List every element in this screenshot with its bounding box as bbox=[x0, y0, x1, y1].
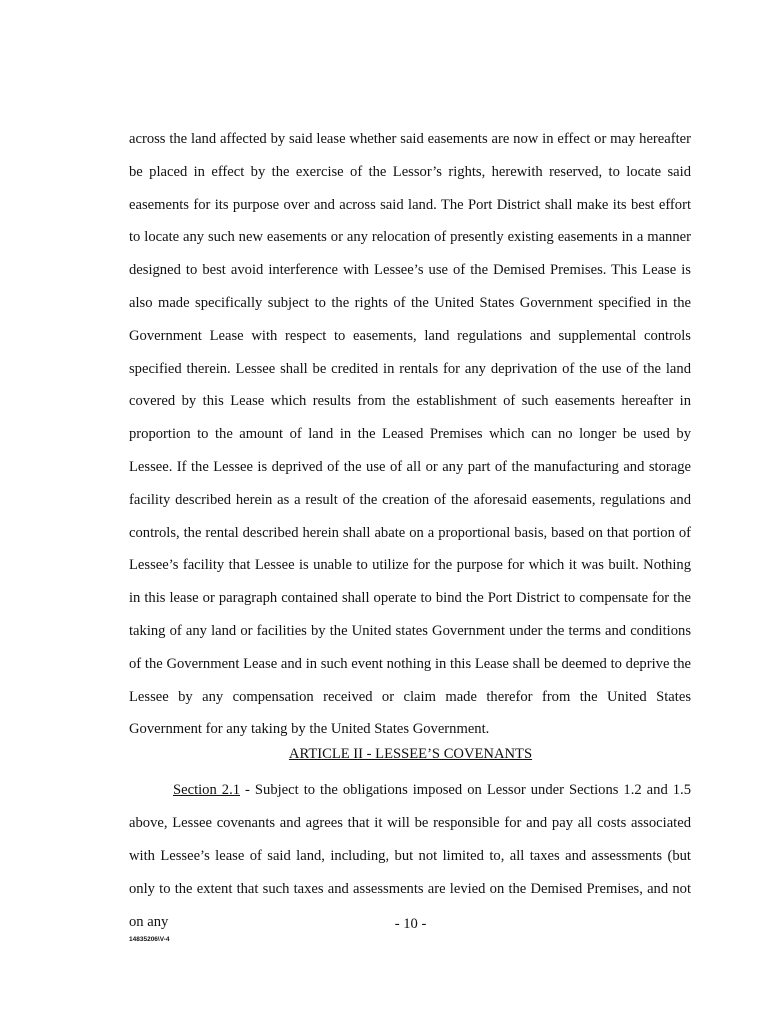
document-id: 14835206\V-4 bbox=[129, 936, 170, 943]
section-label: Section 2.1 bbox=[173, 782, 241, 798]
body-paragraph: across the land affected by said lease whether said easements are now in effect or may hereafter be placed in effect by the exercise of the Lessor’s rights, herewith reserved, to locate said easements for its purpose over and across said land. The Port District shall make its best effort to locate any such new easements or any relocation of presently existing easements in a manner designed to best avoid interference with Lessee’s use of the Demised Premises. This Lease is also made specifically subject to the rights of the United States Government specified in the Government Lease with respect to easements, land regulations and supplemental controls specified therein. Lessee shall be credited in rentals for any deprivation of the use of the land covered by this Lease which results from the establishment of such easements hereafter in proportion to the amount of land in the Leased Premises which can no longer be used by Lessee. If the Lessee is deprived of the use of all or any part of the manufacturing and storage facility described herein as a result of the creation of the aforesaid easements, regulations and controls, the rental described herein shall abate on a proportional basis, based on that portion of Lessee’s facility that Lessee is unable to utilize for the purpose for which it was built. Nothing in this lease or paragraph contained shall operate to bind the Port District to compensate for the taking of any land or facilities by the United states Government under the terms and conditions of the Government Lease and in such event nothing in this Lease shall be deemed to deprive the Lessee by any compensation received or claim made therefor from the United States Government for any taking by the United States Government. bbox=[129, 131, 691, 738]
article-heading: ARTICLE II - LESSEE’S COVENANTS bbox=[288, 746, 533, 762]
section-body-text: - Subject to the obligations imposed on Lessor under Sections 1.2 and 1.5 above, Lessee covenants and agrees that it will be responsible for and pay all costs associated with Lessee’s lease of said land, including, but not limited to, all taxes and assessments (but only to the extent that such taxes and assessments are levied on the Demised Premises, and not on any bbox=[129, 782, 691, 930]
page-number: - 10 - bbox=[394, 916, 427, 932]
